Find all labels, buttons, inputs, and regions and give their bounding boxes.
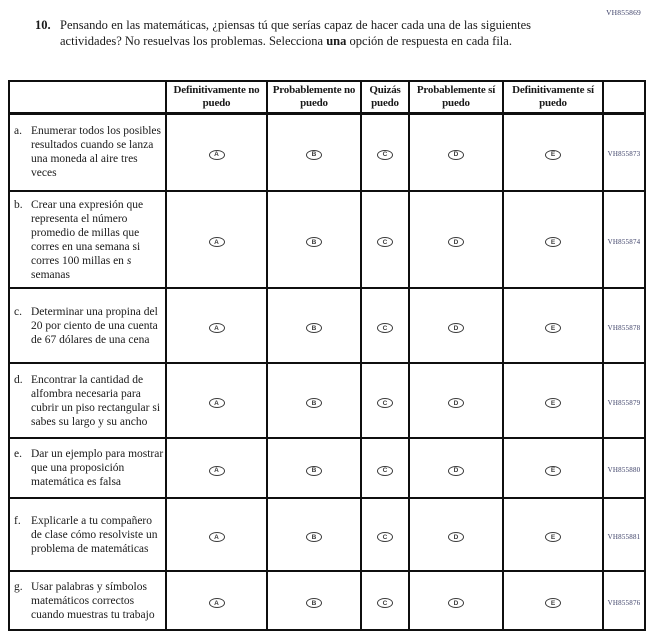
item-column-header <box>9 81 166 113</box>
activity-label: Dar un ejemplo para mostrar que una proposición matemática es falsa <box>31 448 164 488</box>
oval-letter: E <box>550 238 556 246</box>
answer-oval-d[interactable] <box>448 398 464 408</box>
option-cell <box>503 438 603 498</box>
oval-letter: A <box>214 324 219 332</box>
option-cell <box>409 498 503 571</box>
answer-oval-b[interactable] <box>306 532 322 542</box>
option-cell <box>503 571 603 630</box>
oval-letter: E <box>550 399 556 407</box>
answer-oval-b[interactable] <box>306 598 322 608</box>
option-cell <box>361 498 409 571</box>
oval-letter: C <box>382 238 388 246</box>
option-cell <box>503 498 603 571</box>
row-letter: a. <box>14 125 22 138</box>
table-row <box>9 438 645 498</box>
activity-label: Enumerar todos los posibles resultados cuando se lanza una moneda al aire tres veces <box>31 125 161 180</box>
option-cell <box>166 191 267 288</box>
oval-letter: E <box>550 151 556 159</box>
oval-letter: D <box>453 533 459 541</box>
oval-letter: E <box>550 599 556 607</box>
option-cell <box>361 571 409 630</box>
oval-letter: B <box>311 599 317 607</box>
column-header-probablemente-si-puedo: Probablemente sí puedo <box>409 81 503 113</box>
option-cell <box>503 363 603 438</box>
answer-oval-b[interactable] <box>306 237 322 247</box>
answer-oval-e[interactable] <box>545 237 561 247</box>
option-cell <box>503 113 603 191</box>
row-letter: f. <box>14 514 21 527</box>
row-letter: g. <box>14 580 23 593</box>
option-cell <box>409 363 503 438</box>
answer-oval-a[interactable] <box>209 466 225 476</box>
oval-letter: D <box>453 399 459 407</box>
option-cell <box>166 288 267 363</box>
option-cell <box>267 363 361 438</box>
answer-oval-d[interactable] <box>448 323 464 333</box>
activity-label: Determinar una propina del 20 por ciento de una cuenta de 67 dólares de una cena <box>31 305 158 346</box>
question-number: 10. <box>35 18 51 32</box>
option-cell <box>409 191 503 288</box>
question-text-part2: opción de respuesta en cada fila. <box>346 33 512 48</box>
option-cell <box>361 191 409 288</box>
oval-letter: D <box>453 238 459 246</box>
row-letter: d. <box>14 373 23 386</box>
oval-letter: A <box>214 533 219 541</box>
answer-oval-a[interactable] <box>209 598 225 608</box>
oval-letter: C <box>382 399 388 407</box>
option-cell <box>166 498 267 571</box>
answer-oval-b[interactable] <box>306 150 322 160</box>
answer-oval-c[interactable] <box>377 237 393 247</box>
oval-letter: A <box>214 238 219 246</box>
row-code-cell <box>603 363 645 438</box>
oval-letter: E <box>550 324 556 332</box>
form-code: VH855869 <box>606 8 641 17</box>
table-row <box>9 498 645 571</box>
row-code: VH855880 <box>607 466 641 474</box>
answer-oval-e[interactable] <box>545 466 561 476</box>
column-header-quizas-puedo: Quizás puedo <box>361 81 409 113</box>
table-row <box>9 191 645 288</box>
column-header-definitivamente-si-puedo: Definitivamente sí puedo <box>503 81 603 113</box>
answer-oval-c[interactable] <box>377 323 393 333</box>
response-table <box>8 80 646 631</box>
oval-letter: A <box>214 467 219 474</box>
oval-letter: D <box>453 467 459 474</box>
oval-letter: D <box>453 324 459 332</box>
answer-oval-c[interactable] <box>377 532 393 542</box>
header-row <box>9 81 645 113</box>
oval-letter: B <box>311 467 317 474</box>
row-letter: e. <box>14 448 22 460</box>
row-code: VH855876 <box>607 598 641 607</box>
oval-letter: E <box>550 533 556 541</box>
oval-letter: B <box>311 533 317 541</box>
activity-cell <box>9 363 166 438</box>
oval-letter: B <box>311 324 317 332</box>
oval-letter: C <box>382 151 388 159</box>
option-cell <box>409 438 503 498</box>
option-cell <box>361 288 409 363</box>
oval-letter: D <box>453 599 459 607</box>
option-cell <box>267 191 361 288</box>
question-text-part1: Pensando en las matemáticas, ¿piensas tú que serías capaz de hacer cada una de las siguientes actividades? No resuelvas los problemas. Selecciona <box>60 18 531 48</box>
row-letter: c. <box>14 305 22 318</box>
option-cell <box>267 113 361 191</box>
answer-oval-d[interactable] <box>448 237 464 247</box>
option-cell <box>267 288 361 363</box>
response-table-body <box>9 81 645 630</box>
answer-oval-a[interactable] <box>209 237 225 247</box>
activity-label: Encontrar la cantidad de alfombra necesaria para cubrir un piso rectangular si sabes su largo y su ancho <box>31 373 161 428</box>
answer-oval-b[interactable] <box>306 323 322 333</box>
answer-oval-e[interactable] <box>545 150 561 160</box>
activity-cell <box>9 113 166 191</box>
table-row <box>9 113 645 191</box>
row-code-cell <box>603 191 645 288</box>
answer-oval-d[interactable] <box>448 150 464 160</box>
answer-oval-a[interactable] <box>209 532 225 542</box>
row-code: VH855878 <box>607 323 641 332</box>
option-cell <box>409 113 503 191</box>
option-cell <box>267 438 361 498</box>
row-code: VH855879 <box>607 398 641 407</box>
oval-letter: C <box>382 467 388 474</box>
activity-cell <box>9 498 166 571</box>
question-block <box>35 18 531 49</box>
option-cell <box>503 288 603 363</box>
table-row <box>9 288 645 363</box>
activity-label: Crear una expresión que representa el número promedio de millas que corres en una semana si corres 100 millas en s semanas <box>31 198 144 281</box>
oval-letter: B <box>311 151 317 159</box>
oval-letter: D <box>453 151 459 159</box>
oval-letter: C <box>382 324 388 332</box>
option-cell <box>166 438 267 498</box>
answer-oval-c[interactable] <box>377 598 393 608</box>
oval-letter: C <box>382 599 388 607</box>
row-code: VH855881 <box>607 532 641 541</box>
option-cell <box>503 191 603 288</box>
option-cell <box>409 288 503 363</box>
answer-oval-d[interactable] <box>448 598 464 608</box>
oval-letter: B <box>311 399 317 407</box>
option-cell <box>166 113 267 191</box>
activity-cell <box>9 571 166 630</box>
question-text-bold-word: una <box>326 33 347 48</box>
code-column-header <box>603 81 645 113</box>
option-cell <box>166 363 267 438</box>
activity-cell <box>9 288 166 363</box>
answer-oval-e[interactable] <box>545 532 561 542</box>
option-cell <box>166 571 267 630</box>
row-code-cell <box>603 113 645 191</box>
answer-oval-d[interactable] <box>448 466 464 476</box>
row-code-cell <box>603 498 645 571</box>
question-text <box>60 18 531 49</box>
oval-letter: A <box>214 399 219 407</box>
answer-oval-a[interactable] <box>209 150 225 160</box>
answer-oval-a[interactable] <box>209 398 225 408</box>
oval-letter: C <box>382 533 388 541</box>
activity-cell <box>9 191 166 288</box>
answer-oval-a[interactable] <box>209 323 225 333</box>
option-cell <box>409 571 503 630</box>
row-code-cell <box>603 288 645 363</box>
answer-oval-e[interactable] <box>545 598 561 608</box>
row-code: VH855873 <box>607 150 641 159</box>
answer-oval-d[interactable] <box>448 532 464 542</box>
answer-oval-b[interactable] <box>306 466 322 476</box>
answer-oval-c[interactable] <box>377 150 393 160</box>
oval-letter: E <box>550 467 556 474</box>
column-header-definitivamente-no-puedo: Definitivamente no puedo <box>166 81 267 113</box>
option-cell <box>267 498 361 571</box>
row-code: VH855874 <box>607 237 641 246</box>
oval-letter: B <box>311 238 317 246</box>
option-cell <box>361 113 409 191</box>
answer-oval-c[interactable] <box>377 466 393 476</box>
option-cell <box>361 438 409 498</box>
option-cell <box>361 363 409 438</box>
row-code-cell <box>603 438 645 498</box>
answer-oval-c[interactable] <box>377 398 393 408</box>
option-cell <box>267 571 361 630</box>
oval-letter: A <box>214 151 219 159</box>
answer-oval-e[interactable] <box>545 398 561 408</box>
table-row <box>9 363 645 438</box>
row-code-cell <box>603 571 645 630</box>
activity-cell <box>9 438 166 498</box>
answer-oval-b[interactable] <box>306 398 322 408</box>
activity-label: Usar palabras y símbolos matemáticos correctos cuando muestras tu trabajo <box>31 580 155 621</box>
column-header-probablemente-no-puedo: Probablemente no puedo <box>267 81 361 113</box>
activity-label: Explicarle a tu compañero de clase cómo resolviste un problema de matemáticas <box>31 514 158 555</box>
table-row <box>9 571 645 630</box>
oval-letter: A <box>214 599 219 607</box>
row-letter: b. <box>14 198 23 211</box>
answer-oval-e[interactable] <box>545 323 561 333</box>
